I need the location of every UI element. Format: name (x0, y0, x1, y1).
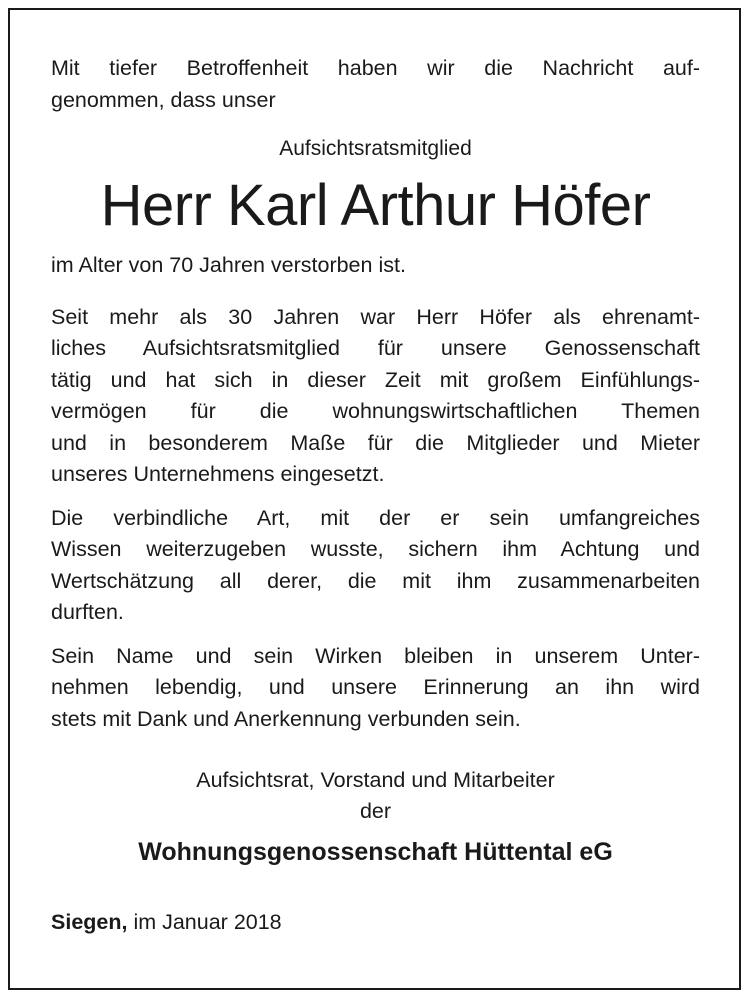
organization-name: Wohnungsgenossenschaft Hüttental eG (138, 838, 613, 866)
place-date (51, 907, 700, 938)
paragraph-line: Wissen weiterzugeben wusste, sichern ihm Achtung und (51, 537, 700, 561)
paragraph-line: liches Aufsichtsratsmitglied für unsere Genossenschaft (51, 336, 700, 360)
obituary-notice (51, 53, 700, 938)
signature-line-2: der (359, 799, 392, 823)
paragraph-line: vermögen für die wohnungswirtschaftlichen Themen (51, 399, 700, 423)
paragraph-line: tätig und hat sich in dieser Zeit mit großem Einfühlungs- (51, 367, 700, 392)
paragraph-line: unseres Unternehmens eingesetzt. (51, 462, 385, 486)
deceased-role: Aufsichtsratsmitglied (279, 137, 472, 160)
deceased-name: Herr Karl Arthur Höfer (100, 173, 651, 238)
paragraph-line: durften. (51, 600, 124, 624)
paragraph-line: nehmen lebendig, und unsere Erinnerung an ihn wird (51, 675, 700, 699)
paragraph-line: Seit mehr als 30 Jahren war Herr Höfer als ehrenamt- (51, 304, 700, 329)
paragraph-character (51, 503, 700, 629)
paragraph-line: stets mit Dank und Anerkennung verbunden sein. (51, 706, 521, 731)
age-text (51, 250, 700, 282)
signature-line-1: Aufsichtsrat, Vorstand und Mitarbeiter (196, 768, 555, 792)
intro-line-1: Mit tiefer Betroffenheit haben wir die Nachricht auf- (51, 56, 700, 80)
paragraph-line: und in besonderem Maße für die Mitglieder und Mieter (51, 430, 700, 455)
paragraph-memory (51, 641, 700, 736)
paragraph-line: Die verbindliche Art, mit der er sein umfangreiches (51, 505, 700, 530)
intro-text (51, 53, 700, 116)
place: Siegen, (51, 910, 128, 934)
age-line: im Alter von 70 Jahren verstorben ist. (51, 253, 406, 277)
signature-block (51, 765, 700, 827)
paragraph-service (51, 302, 700, 491)
paragraph-line: Sein Name und sein Wirken bleiben in unserem Unter- (51, 643, 700, 668)
paragraph-line: Wertschätzung all derer, die mit ihm zusammenarbeiten (51, 568, 700, 593)
intro-line-2: genommen, dass unser (51, 87, 276, 112)
date: im Januar 2018 (127, 910, 282, 934)
